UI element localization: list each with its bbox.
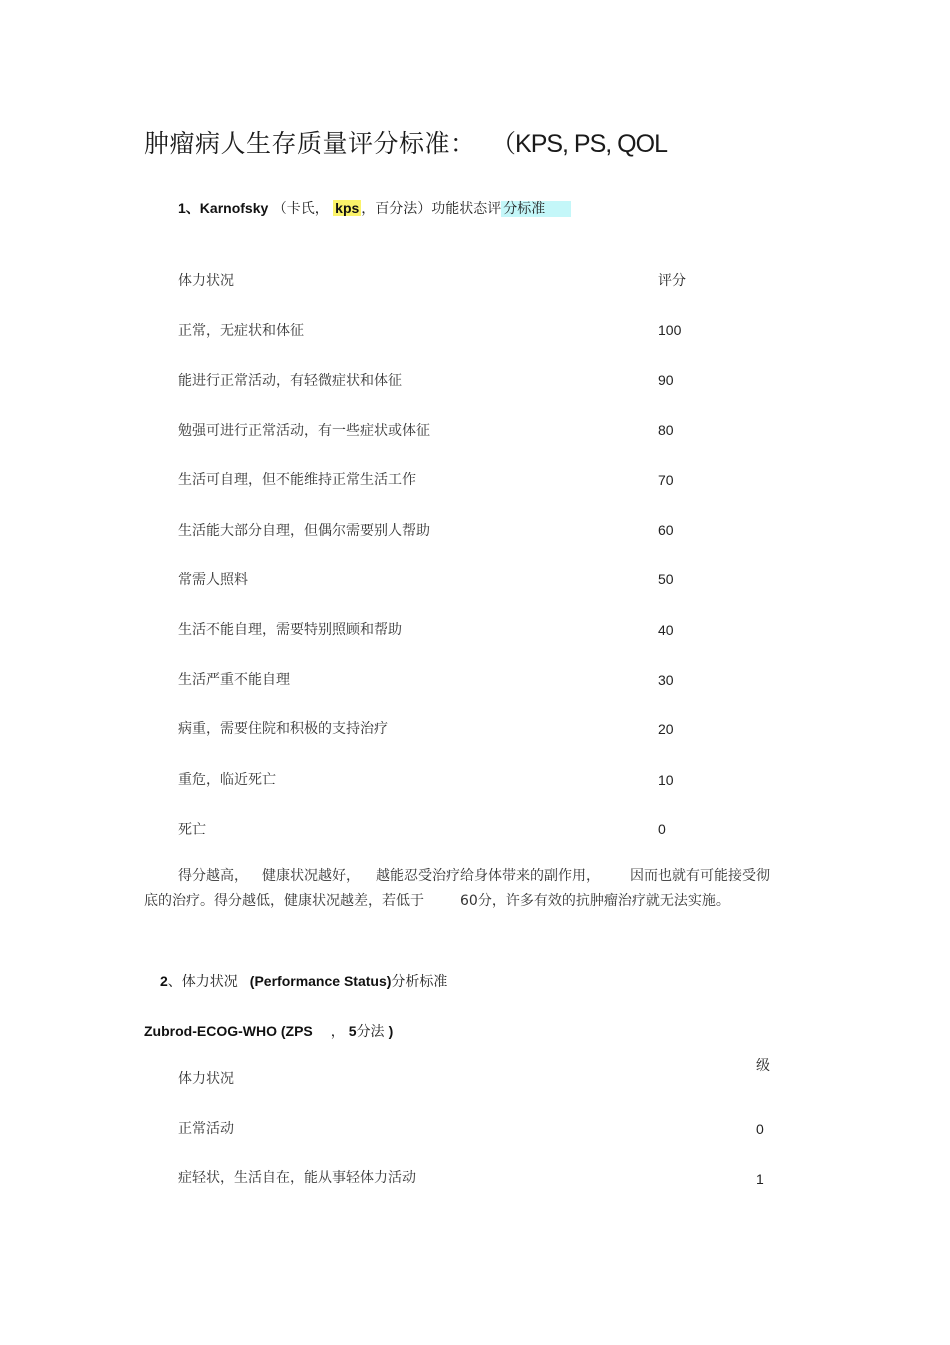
note-fragment: 因而也就有可能接受彻 <box>630 868 770 884</box>
table-row-score: 90 <box>658 372 674 388</box>
subheading-fragment: 分法 <box>356 1024 385 1040</box>
table-row-label: 生活不能自理，需要特别照顾和帮助 <box>178 622 402 638</box>
section1-col-header-condition: 体力状况 <box>178 273 234 289</box>
table-row-label: 生活严重不能自理 <box>178 672 290 688</box>
section1-note-line1 <box>178 864 770 889</box>
subheading-fragment: ) <box>388 1023 394 1039</box>
section2-heading <box>160 971 447 991</box>
table-row-score: 10 <box>658 772 674 788</box>
section2-subheading <box>144 1021 393 1041</box>
page-title <box>144 124 667 160</box>
table-row-label: 死亡 <box>178 822 206 838</box>
section1-paren: （卡氏， <box>272 201 329 217</box>
table-row-label: 常需人照料 <box>178 572 248 588</box>
table-row-label: 正常，无症状和体征 <box>178 323 304 339</box>
section1-name: Karnofsky <box>199 200 269 216</box>
section1-note-line2 <box>144 889 730 914</box>
table-row-score: 80 <box>658 422 674 438</box>
table-row-label: 生活可自理，但不能维持正常生活工作 <box>178 472 416 488</box>
subheading-fragment: 5 <box>348 1023 357 1039</box>
table-row-label: 正常活动 <box>178 1121 234 1137</box>
section1-heading <box>178 198 571 218</box>
section2-heading-cn: 、体力状况 <box>167 974 238 990</box>
note-fragment: 底的治疗。得分越低，健康状况越差，若低于 <box>144 893 424 909</box>
section1-kps-highlight: kps <box>335 200 360 216</box>
note-fragment: 越能忍受治疗给身体带来的副作用， <box>376 868 600 884</box>
section1-col-header-score: 评分 <box>658 273 686 289</box>
section1-cyan-highlight: 分标准 <box>501 201 571 217</box>
page-title-cn: 肿瘤病人生存质量评分标准： <box>144 129 476 158</box>
note-fragment: 得分越高， <box>178 868 248 884</box>
section2-number: 2 <box>160 973 168 989</box>
table-row-score: 70 <box>658 472 674 488</box>
table-row-label: 生活能大部分自理，但偶尔需要别人帮助 <box>178 523 430 539</box>
table-row-score: 40 <box>658 622 674 638</box>
table-row-grade: 0 <box>756 1121 764 1137</box>
table-row-label: 症轻状，生活自在，能从事轻体力活动 <box>178 1170 416 1186</box>
page-title-latin: （KPS, PS, QOL <box>503 130 667 158</box>
section1-number: 1、 <box>178 200 200 216</box>
table-row-score: 60 <box>658 522 674 538</box>
table-row-grade: 1 <box>756 1171 764 1187</box>
section2-heading-en: (Performance Status) <box>249 973 392 989</box>
note-fragment: 健康状况越好， <box>262 868 360 884</box>
subheading-fragment: ， <box>330 1024 345 1040</box>
table-row-label: 病重，需要住院和积极的支持治疗 <box>178 721 388 737</box>
table-row-label: 勉强可进行正常活动，有一些症状或体征 <box>178 423 430 439</box>
section2-col-header-condition: 体力状况 <box>178 1071 234 1087</box>
table-row-label: 重危，临近死亡 <box>178 772 276 788</box>
table-row-score: 0 <box>658 821 666 837</box>
table-row-score: 20 <box>658 721 674 737</box>
note-fragment: 60分，许多有效的抗肿瘤治疗就无法实施。 <box>460 893 730 909</box>
section2-col-header-grade: 级 <box>756 1058 770 1074</box>
table-row-score: 30 <box>658 672 674 688</box>
subheading-fragment: Zubrod-ECOG-WHO (ZPS <box>144 1023 313 1039</box>
table-row-score: 50 <box>658 571 674 587</box>
section2-heading-tail: 分析标准 <box>391 974 448 990</box>
section1-rest: ，百分法）功能状态评 <box>361 201 502 217</box>
table-row-score: 100 <box>658 322 682 338</box>
table-row-label: 能进行正常活动，有轻微症状和体征 <box>178 373 402 389</box>
